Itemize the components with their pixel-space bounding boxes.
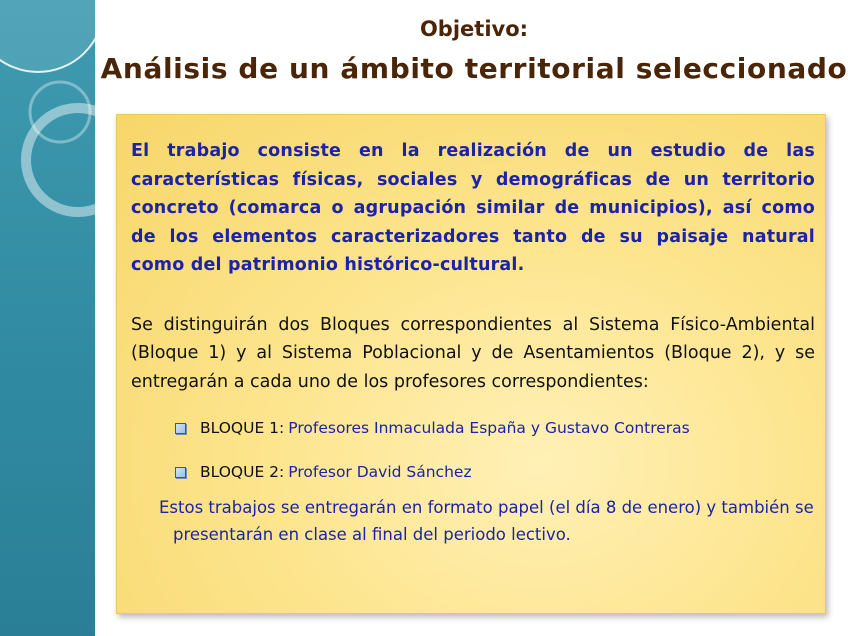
slide-title: Análisis de un ámbito territorial seleccionado (100, 52, 848, 85)
block-list (131, 406, 815, 494)
square-bullet-icon (175, 467, 186, 478)
block-professors: Profesores Inmaculada España y Gustavo Contreras (288, 419, 690, 437)
slide-label: Objetivo: (419, 17, 529, 41)
square-bullet-icon (175, 423, 186, 434)
block-label: BLOQUE 2 (200, 463, 280, 481)
blocks-paragraph: Se distinguirán dos Bloques correspondientes al Sistema Físico-Ambiental (Bloque 1) y al Sistema Poblacional y de Asentamientos (Bloque 2), y se entregarán a cada uno de los profesores correspondientes: (131, 314, 815, 392)
list-item (175, 450, 815, 494)
list-item (175, 406, 815, 450)
delivery-paragraph: Estos trabajos se entregarán en formato papel (el día 8 de enero) y también se presentarán en clase al final del periodo lectivo. (159, 498, 814, 544)
block-separator: : (279, 463, 285, 481)
content-box (116, 114, 826, 614)
block-label: BLOQUE 1 (200, 419, 280, 437)
intro-paragraph: El trabajo consiste en la realización de un estudio de las características físicas, sociales y demográficas de un territorio concreto (comarca o agrupación similar de municipios), así como de los elementos caracterizadores tanto de su paisaje natural como del patrimonio histórico-cultural. (131, 141, 815, 275)
block-professors: Profesor David Sánchez (288, 463, 472, 481)
block-separator: : (279, 419, 285, 437)
